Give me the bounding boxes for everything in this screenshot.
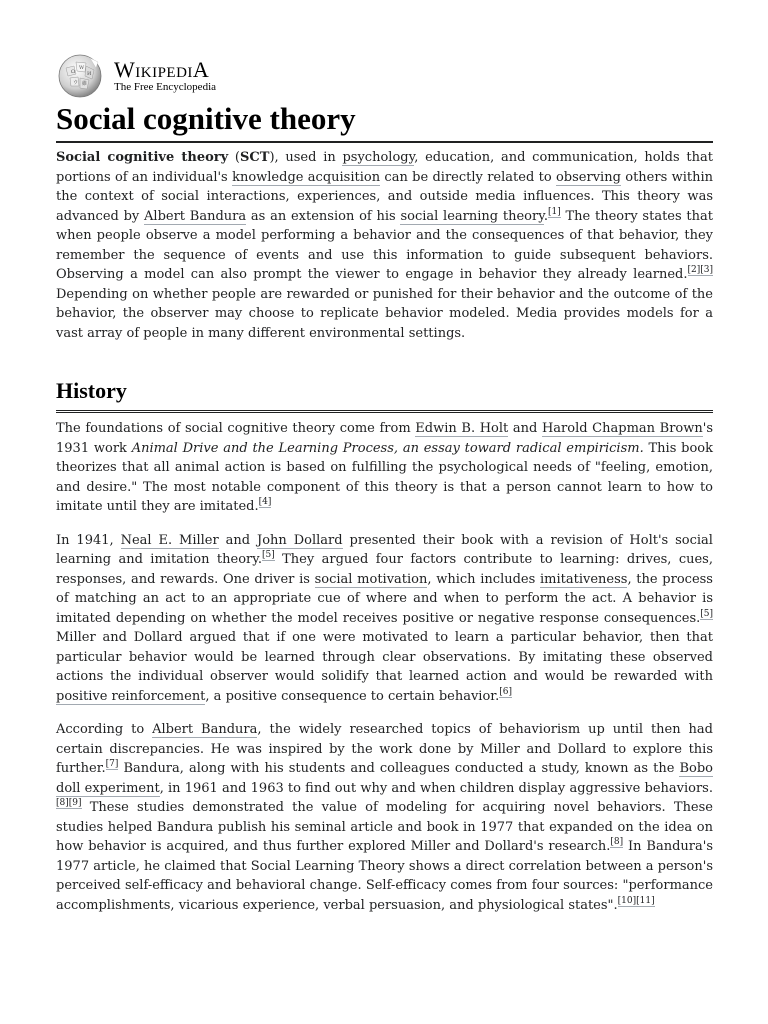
citation-3[interactable]: [3] <box>700 265 713 275</box>
lead-abbr: SCT <box>240 150 270 165</box>
link-psychology[interactable]: psychology <box>342 150 415 165</box>
svg-text:И: И <box>87 71 92 77</box>
citation-8[interactable]: [8] <box>56 798 69 808</box>
citation-7[interactable]: [7] <box>105 759 119 769</box>
wordmark[interactable] <box>114 59 216 93</box>
wikipedia-globe-icon[interactable] <box>56 54 104 98</box>
citation-6[interactable]: [6] <box>499 686 512 697</box>
link-knowledge-acquisition[interactable]: knowledge acquisition <box>232 169 381 185</box>
history-paragraph-3: According to Albert Bandura, the widely researched topics of behaviorism up until then had certain discrepancies. He was inspired by the work done by Miller and Dollard to explore this further.[7] Bandura, along with his students and colleagues conducted a study, known as the Bobo doll experiment, in 1961 and 1963 to find out why and when children display aggressive behaviors.[8][9] These studies demonstrated the value of modeling for acquiring novel behaviors. These studies helped Bandura publish his seminal article and book in 1977 that expanded on the idea on how behavior is acquired, and thus further explored Miller and Dollard's research.[8] In Bandura's 1977 article, he claimed that Social Learning Theory shows a direct correlation between a person's perceived self-efficacy and behavioral change. Self-efficacy comes from four sources: "performance accomplishments, vicarious experience, verbal persuasion, and physiological states".[10][11] <box>56 722 714 913</box>
citation-9[interactable]: [9] <box>68 798 82 808</box>
svg-text:維: 維 <box>82 81 88 87</box>
article-page <box>56 54 713 929</box>
link-albert-bandura-2[interactable]: Albert Bandura <box>152 722 258 737</box>
page-title: Social cognitive theory <box>56 101 713 143</box>
svg-text:Ω: Ω <box>71 69 76 75</box>
history-paragraph-2: In 1941, Neal E. Miller and John Dollard presented their book with a revision of Holt's social learning and imitation theory.[5] They argued four factors contribute to learning: drives, cues, responses, and rewards. One driver is social motivation, which includes imitativeness, the process of matching an act to an appropriate cue of where and when to perform the act. A behavior is imitated depending on whether the model receives positive or negative response consequences.[5] Miller and Dollard argued that if one were motivated to learn a particular behavior, then that particular behavior would be learned through clear observations. By imitating these observed actions the individual observer would solidify that learned action and would be rewarded with positive reinforcement, a positive consequence to certain behavior.[6] <box>56 532 713 704</box>
citation-4[interactable]: [4] <box>258 497 272 507</box>
history-paragraph-1: The foundations of social cognitive theory come from Edwin B. Holt and Harold Chapman Brown's 1931 work Animal Drive and the Learning Process, an essay toward radical empiricism. This book theorizes that all animal action is based on fulfilling the psychological needs of "feeling, emotion, and desire." The most notable component of this theory is that a person cannot learn to how to imitate until they are imitated.[4] <box>56 421 713 514</box>
citation-10[interactable]: [10] <box>617 895 637 906</box>
link-imitativeness[interactable]: imitativeness <box>540 571 628 587</box>
svg-text:ウ: ウ <box>73 80 79 86</box>
citation-11[interactable]: [11] <box>636 895 655 906</box>
link-neal-miller[interactable]: Neal E. Miller <box>120 532 219 548</box>
citation-5[interactable]: [5] <box>700 608 713 619</box>
link-bobo-doll-experiment[interactable]: Bobo doll experiment <box>56 761 713 796</box>
link-albert-bandura[interactable]: Albert Bandura <box>144 208 247 224</box>
link-social-learning-theory[interactable]: social learning theory <box>400 208 544 224</box>
book-title: Animal Drive and the Learning Process, an essay toward radical empiricism. <box>131 440 644 456</box>
citation-1[interactable]: [1] <box>547 206 561 217</box>
lead-term: Social cognitive theory <box>56 150 229 165</box>
link-positive-reinforcement[interactable]: positive reinforcement <box>56 688 206 704</box>
intro-paragraph: Social cognitive theory (SCT), used in psychology, education, and communication, holds that portions of an individual's knowledge acquisition can be directly related to observing others within the context of social interactions, experiences, and outside media influences. This theory was advanced by Albert Bandura as an extension of his social learning theory.[1] The theory states that when people observe a model performing a behavior and the consequences of that behavior, they remember the sequence of events and use this information to guide subsequent behaviors. Observing a model can also prompt the viewer to engage in behavior they already learned.[2][3] Depending on whether people are rewarded or punished for their behavior and the outcome of the behavior, the observer may choose to replicate behavior modeled. Media provides models for a vast array of people in many different environmental settings. <box>56 150 713 341</box>
wordmark-tagline: The Free Encyclopedia <box>114 81 217 93</box>
link-edwin-holt[interactable]: Edwin B. Holt <box>415 421 509 436</box>
citation-8[interactable]: [8] <box>610 837 624 847</box>
link-social-motivation[interactable]: social motivation <box>314 571 428 587</box>
citation-2[interactable]: [2] <box>687 265 701 275</box>
link-harold-chapman-brown[interactable]: Harold Chapman Brown <box>541 421 703 436</box>
wordmark-title: WikipediA <box>114 57 210 82</box>
link-observing[interactable]: observing <box>555 169 621 185</box>
svg-text:W: W <box>79 65 85 71</box>
site-header <box>56 54 713 98</box>
section-heading-history: History <box>56 377 713 413</box>
link-john-dollard[interactable]: John Dollard <box>257 532 343 548</box>
citation-5[interactable]: [5] <box>261 550 275 560</box>
